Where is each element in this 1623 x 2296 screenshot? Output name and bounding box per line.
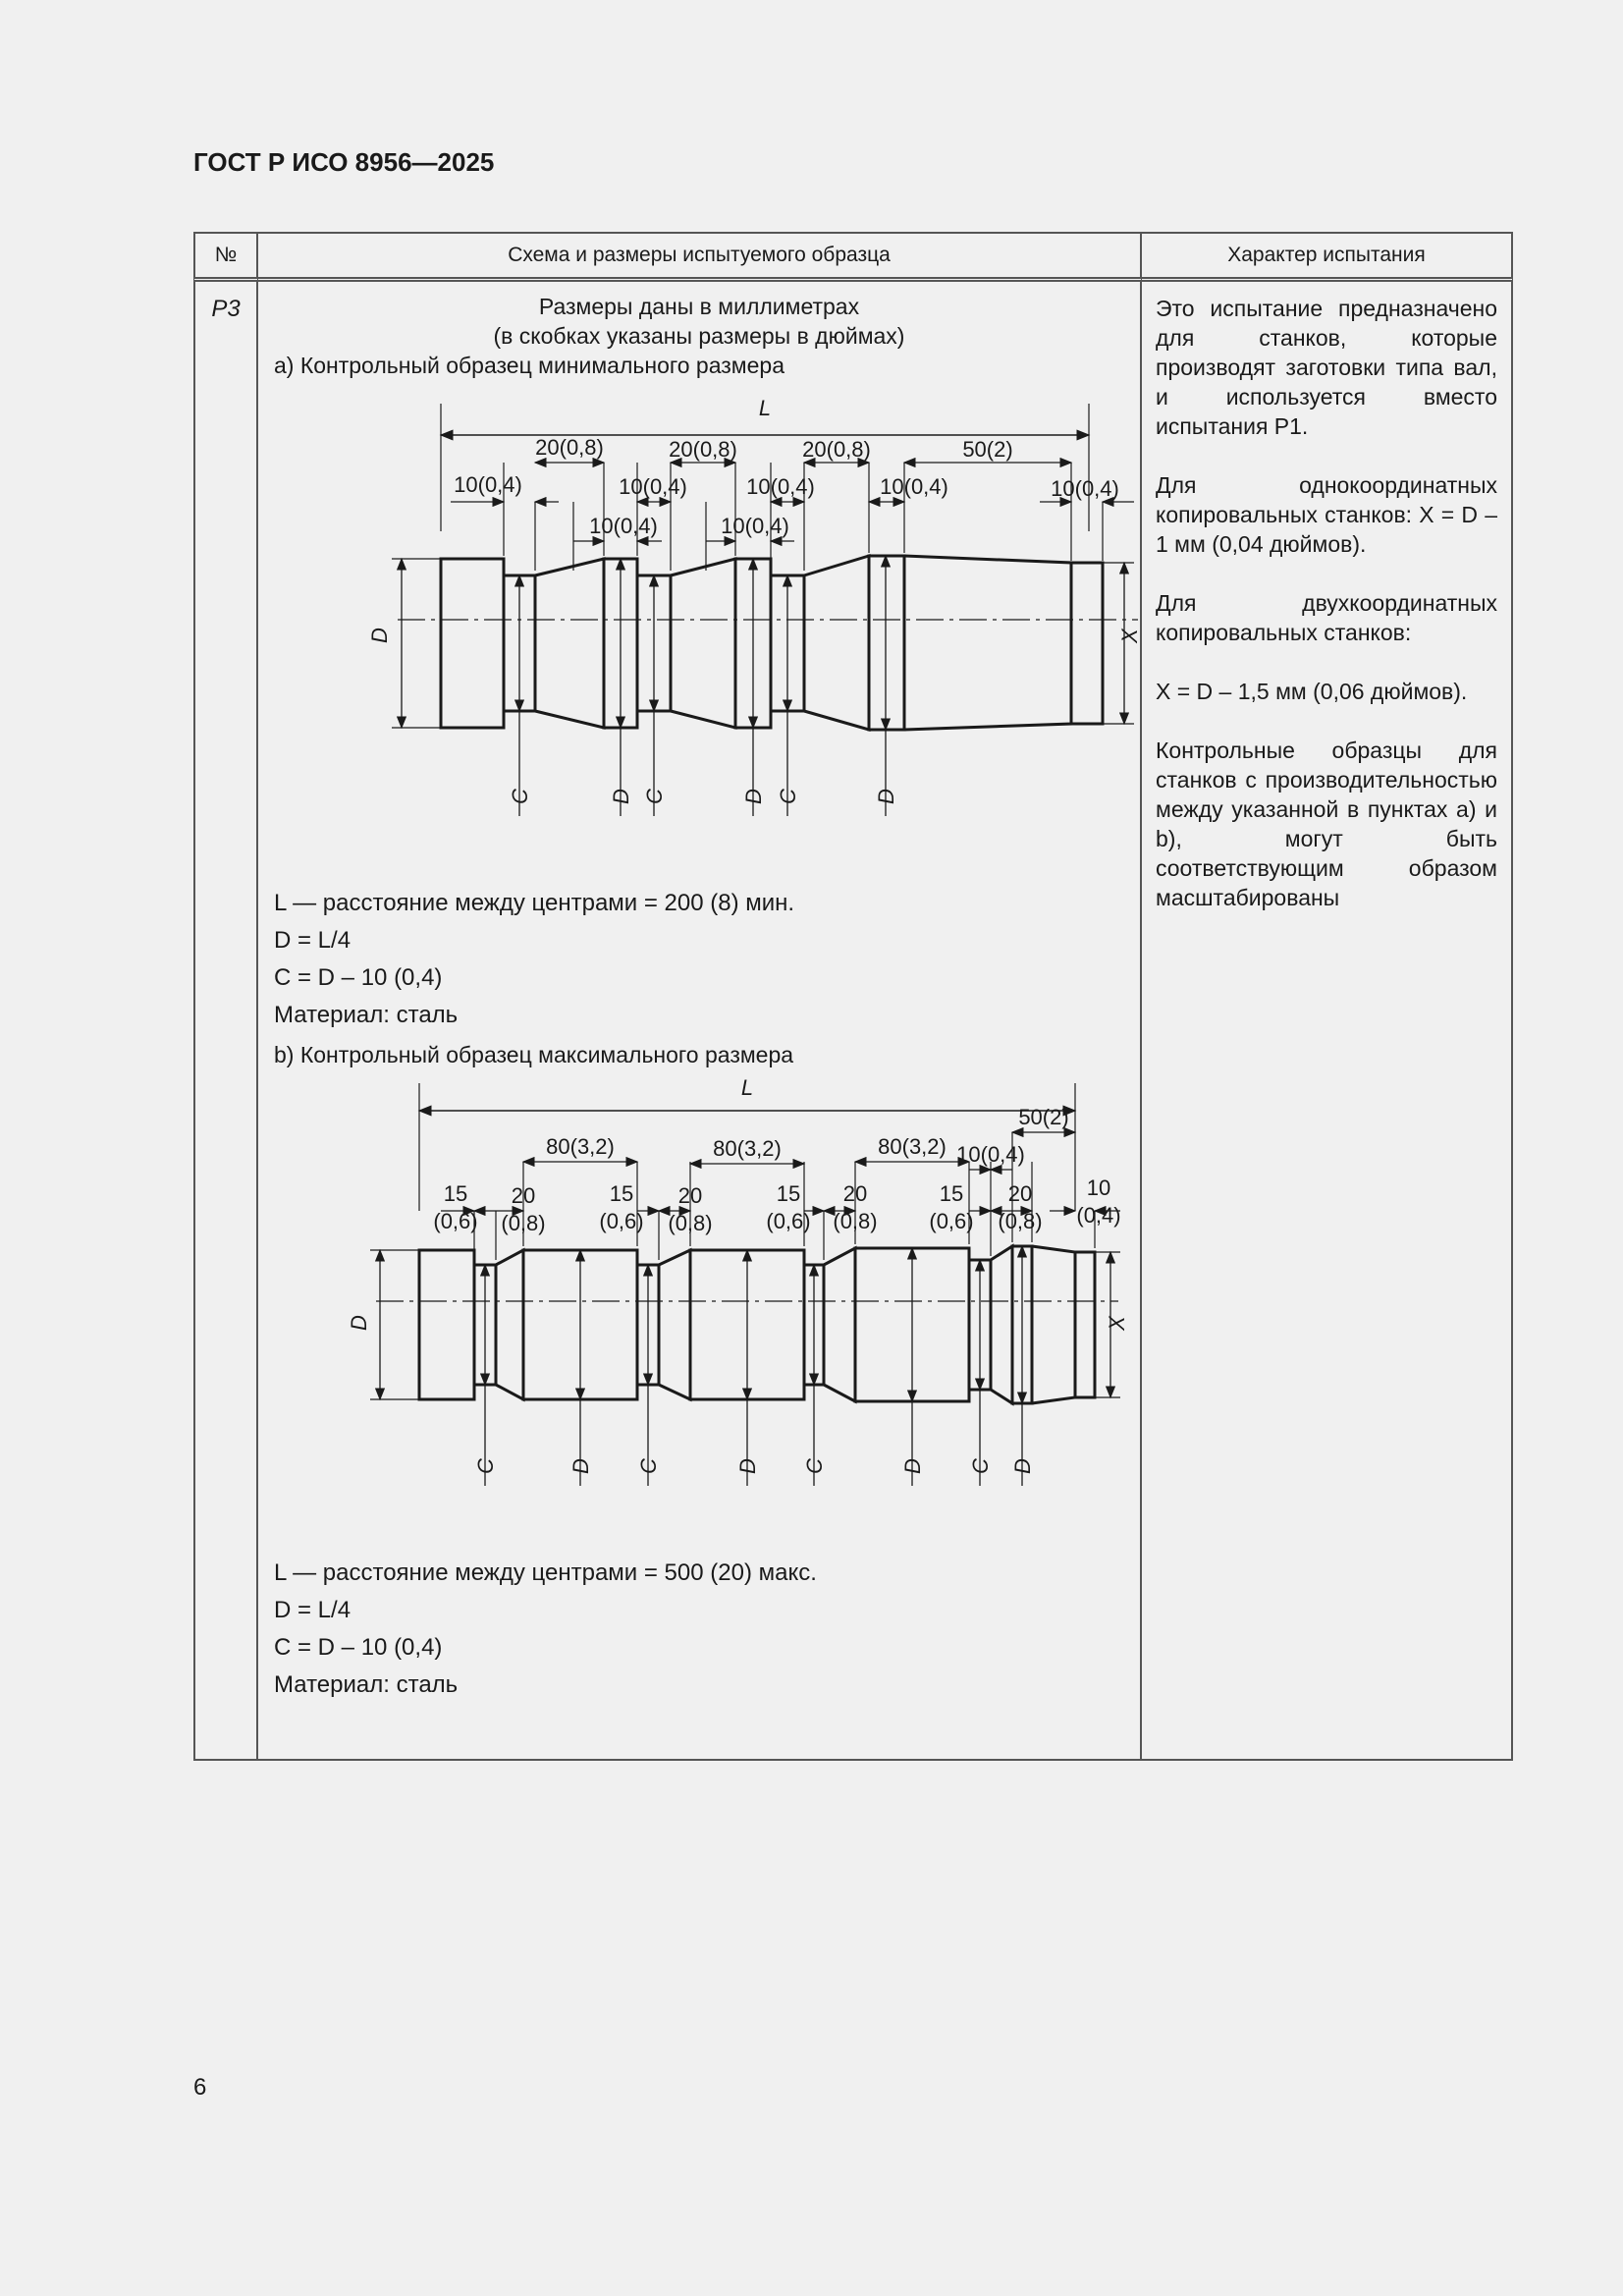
label-bottom: C: [802, 1458, 827, 1474]
label-bottom: C: [508, 789, 532, 804]
label-D-side: D: [347, 1315, 371, 1331]
legend-a-L: L — расстояние между центрами = 200 (8) мин.: [274, 890, 795, 916]
nature-cell: [1142, 282, 1513, 1761]
legend-b-C: C = D – 10 (0,4): [274, 1634, 443, 1661]
label-bottom: D: [874, 789, 898, 804]
label-X-side: X: [1105, 1316, 1129, 1331]
dim-label: (0,6): [766, 1209, 811, 1233]
legend-b-material: Материал: сталь: [274, 1671, 459, 1698]
legend-b-D: D = L/4: [274, 1597, 352, 1623]
test-table: [193, 232, 1513, 1761]
dim-label: (0,6): [599, 1209, 644, 1233]
dim-label: 20: [677, 1183, 703, 1208]
document-header: ГОСТ Р ИСО 8956—2025: [193, 147, 495, 177]
dim-label: (0,8): [501, 1211, 546, 1235]
dim-label: 15: [609, 1181, 634, 1206]
table-row: [193, 282, 1513, 1761]
legend-a: [274, 885, 1124, 1034]
label-bottom: D: [900, 1458, 925, 1474]
dim-label: 10(0,4): [1051, 476, 1119, 501]
section-a-title: a) Контрольный образец минимального размера: [274, 353, 784, 378]
dim-label: 15: [443, 1181, 468, 1206]
legend-a-material: Материал: сталь: [274, 1002, 459, 1028]
col-header-number: №: [193, 232, 258, 282]
dim-L-b: L: [740, 1075, 754, 1100]
label-bottom: D: [609, 789, 633, 804]
label-bottom: C: [642, 789, 667, 804]
label-D-side: D: [367, 628, 392, 643]
label-bottom: D: [1010, 1458, 1035, 1474]
dim-label: 10(0,4): [589, 514, 658, 538]
label-bottom: C: [776, 789, 800, 804]
dim-label: 20(0,8): [535, 435, 604, 460]
dim-label: (0,8): [668, 1211, 713, 1235]
dim-label: 15: [776, 1181, 801, 1206]
dim-label: 50(2): [1018, 1105, 1069, 1129]
dim-label: 10(0,4): [880, 474, 948, 499]
dim-L-a: L: [758, 396, 772, 420]
label-bottom: C: [968, 1458, 993, 1474]
dim-label: 20: [1007, 1181, 1033, 1206]
legend-b-L: L — расстояние между центрами = 500 (20) макс.: [274, 1559, 817, 1586]
dim-label: (0,6): [433, 1209, 478, 1233]
dim-label: 20: [511, 1183, 536, 1208]
page-number: 6: [193, 2074, 207, 2101]
dim-label: 80(3,2): [878, 1134, 947, 1159]
dim-label: (0,4): [1076, 1203, 1121, 1228]
description-paragraph: Для однокоординатных копировальных станков: X = D – 1 мм (0,04 дюймов).: [1156, 472, 1497, 557]
label-bottom: D: [568, 1458, 593, 1474]
description-paragraph: Контрольные образцы для станков с производительностью между указанной в пунктах a) и b), могут быть соответствующим образом масштабированы: [1156, 738, 1497, 910]
dim-label: 10(0,4): [956, 1142, 1025, 1167]
dim-label: (0,8): [998, 1209, 1043, 1233]
description-paragraph: Для двухкоординатных копировальных станков:: [1156, 590, 1497, 645]
diagram-b: [274, 1073, 1129, 1555]
dim-label: 10(0,4): [619, 474, 687, 499]
description-paragraph: Это испытание предназначено для станков, которые производят заготовки типа вал, и используется вместо испытания P1.: [1156, 296, 1497, 439]
scheme-cell: [258, 282, 1142, 1761]
units-note-2: (в скобках указаны размеры в дюймах): [493, 323, 905, 349]
legend-a-C: C = D – 10 (0,4): [274, 964, 443, 991]
dim-label: 20: [842, 1181, 868, 1206]
dim-label: 80(3,2): [546, 1134, 615, 1159]
label-bottom: C: [473, 1458, 498, 1474]
dim-label: 10(0,4): [746, 474, 815, 499]
section-b-title: b) Контрольный образец максимального размера: [274, 1042, 794, 1067]
dim-label: 20(0,8): [669, 437, 737, 462]
dim-label: (0,8): [833, 1209, 878, 1233]
label-X-side: X: [1117, 629, 1142, 643]
dim-label: 20(0,8): [802, 437, 871, 462]
label-bottom: C: [636, 1458, 661, 1474]
units-note-1: Размеры даны в миллиметрах: [538, 294, 860, 319]
col-header-nature: Характер испытания: [1142, 232, 1513, 282]
dim-label: (0,6): [929, 1209, 974, 1233]
diagram-a: [274, 384, 1142, 885]
label-bottom: D: [741, 789, 766, 804]
dim-label: 15: [939, 1181, 964, 1206]
col-header-scheme: Схема и размеры испытуемого образца: [258, 232, 1142, 282]
dim-label: 10: [1086, 1175, 1111, 1200]
dim-label: 80(3,2): [713, 1136, 782, 1161]
dim-label: 50(2): [962, 437, 1013, 462]
legend-a-D: D = L/4: [274, 927, 352, 954]
row-id: P3: [193, 282, 258, 1761]
dim-label: 10(0,4): [454, 472, 522, 497]
description-paragraph: X = D – 1,5 мм (0,06 дюймов).: [1156, 679, 1468, 704]
legend-b: [274, 1555, 1124, 1704]
dim-label: 10(0,4): [721, 514, 789, 538]
label-bottom: D: [735, 1458, 760, 1474]
